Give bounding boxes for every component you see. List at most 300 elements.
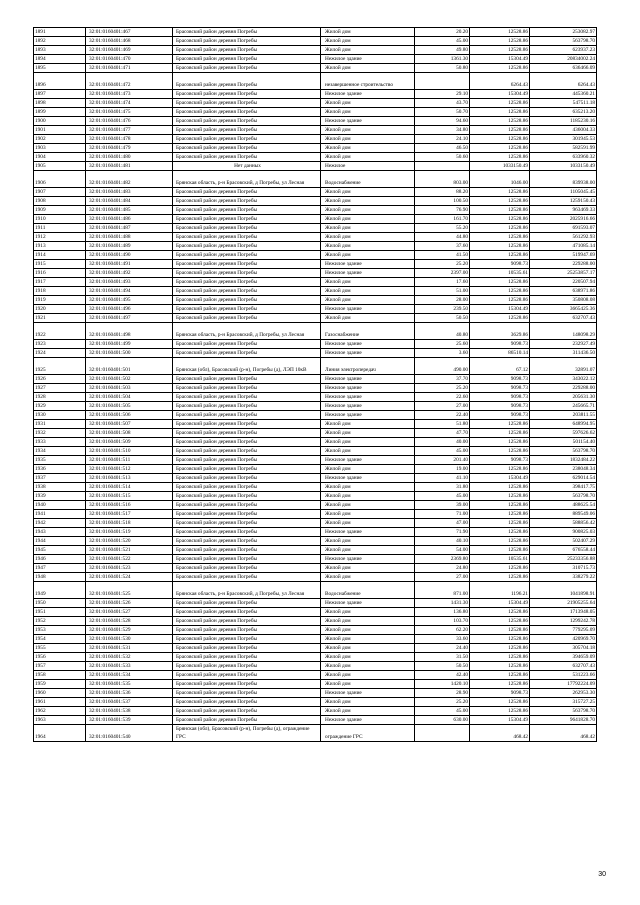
table-row	[34, 725, 597, 742]
table-row	[34, 716, 597, 725]
row-number-cell: 1963	[34, 716, 86, 725]
cadastral-number-cell: 32:01:0160401:482	[86, 171, 173, 188]
specific-value-cell: 12528.86	[470, 698, 530, 707]
row-number-cell: 1906	[34, 171, 86, 188]
row-number-cell: 1917	[34, 278, 86, 287]
specific-value-cell: 12528.86	[470, 117, 530, 126]
specific-value-cell: 9098.73	[470, 384, 530, 393]
area-cell: 46.50	[415, 144, 470, 153]
cadastral-number-cell: 32:01:0160401:533	[86, 662, 173, 671]
area-cell: 25.20	[415, 260, 470, 269]
cadastral-value-cell: 582591.99	[530, 144, 597, 153]
location-cell: Брянская область, р-н Брасовский, д Погребы, ул Лесная	[173, 323, 321, 340]
cadastral-number-cell: 32:01:0160401:472	[86, 73, 173, 90]
location-cell: Брасовский район деревня Погребы	[173, 528, 321, 537]
specific-value-cell: 12528.86	[470, 278, 530, 287]
area-cell: 24.80	[415, 564, 470, 573]
cadastral-number-cell: 32:01:0160401:527	[86, 608, 173, 617]
object-type-cell: Жилой дом	[321, 242, 415, 251]
table-row	[34, 626, 597, 635]
location-cell: Брасовский район деревня Погребы	[173, 117, 321, 126]
area-cell: 136.80	[415, 608, 470, 617]
specific-value-cell: 12528.86	[470, 608, 530, 617]
specific-value-cell: 9098.73	[470, 411, 530, 420]
row-number-cell: 1958	[34, 671, 86, 680]
table-row	[34, 555, 597, 564]
cadastral-number-cell: 32:01:0160401:501	[86, 358, 173, 375]
cadastral-number-cell: 32:01:0160401:522	[86, 555, 173, 564]
location-cell: Брасовский район деревня Погребы	[173, 420, 321, 429]
location-cell: Брасовский район деревня Погребы	[173, 429, 321, 438]
table-row	[34, 599, 597, 608]
object-type-cell: Нежилое здание	[321, 689, 415, 698]
table-row	[34, 519, 597, 528]
location-cell: Брасовский район деревня Погребы	[173, 653, 321, 662]
table-row	[34, 224, 597, 233]
location-cell: Брасовский район деревня Погребы	[173, 555, 321, 564]
location-cell: Брасовский район деревня Погребы	[173, 626, 321, 635]
location-cell: Брасовский район деревня Погребы	[173, 617, 321, 626]
cadastral-value-cell: 229288.00	[530, 384, 597, 393]
location-cell: Брасовский район деревня Погребы	[173, 278, 321, 287]
table-row	[34, 474, 597, 483]
specific-value-cell: 12528.86	[470, 287, 530, 296]
cadastral-number-cell: 32:01:0160401:525	[86, 582, 173, 599]
cadastral-value-cell: 203811.55	[530, 411, 597, 420]
cadastral-value-cell: 632707.43	[530, 662, 597, 671]
page-number: 30	[598, 871, 606, 878]
area-cell: 28.90	[415, 689, 470, 698]
cadastral-value-cell: 305704.18	[530, 644, 597, 653]
location-cell: Брасовский район деревня Погребы	[173, 224, 321, 233]
cadastral-value-cell: 501154.40	[530, 438, 597, 447]
object-type-cell: Нежилое	[321, 162, 415, 171]
table-row	[34, 206, 597, 215]
row-number-cell: 1964	[34, 725, 86, 742]
cadastral-value-cell: 232927.49	[530, 340, 597, 349]
area-cell: 490.00	[415, 358, 470, 375]
cadastral-value-cell: 1713948.05	[530, 608, 597, 617]
object-type-cell: Жилой дом	[321, 420, 415, 429]
cadastral-value-cell: 632707.43	[530, 314, 597, 323]
table-row	[34, 528, 597, 537]
cadastral-value-cell: 691593.07	[530, 224, 597, 233]
location-cell: Брасовский район деревня Погребы	[173, 716, 321, 725]
row-number-cell: 1932	[34, 429, 86, 438]
area-cell	[415, 162, 470, 171]
area-cell: 201.40	[415, 456, 470, 465]
location-cell: Брасовский район деревня Погребы	[173, 465, 321, 474]
specific-value-cell: 12528.86	[470, 126, 530, 135]
specific-value-cell: 9098.73	[470, 393, 530, 402]
cadastral-value-cell: 563798.70	[530, 447, 597, 456]
cadastral-value-cell: 32891.07	[530, 358, 597, 375]
table-row	[34, 617, 597, 626]
table-row	[34, 28, 597, 37]
location-cell: Нет данных	[173, 162, 321, 171]
specific-value-cell: 468.42	[470, 725, 530, 742]
object-type-cell: Жилой дом	[321, 447, 415, 456]
object-type-cell: Жилой дом	[321, 215, 415, 224]
location-cell: Брасовский район деревня Погребы	[173, 546, 321, 555]
specific-value-cell: 15304.49	[470, 599, 530, 608]
object-type-cell: Нежилое здание	[321, 260, 415, 269]
area-cell: 41.10	[415, 474, 470, 483]
cadastral-value-cell: 648994.95	[530, 420, 597, 429]
row-number-cell: 1914	[34, 251, 86, 260]
location-cell: Брасовский район деревня Погребы	[173, 411, 321, 420]
specific-value-cell: 12528.86	[470, 653, 530, 662]
cadastral-number-cell: 32:01:0160401:511	[86, 456, 173, 465]
table-row	[34, 358, 597, 375]
row-number-cell: 1950	[34, 599, 86, 608]
table-row	[34, 215, 597, 224]
location-cell: Брасовский район деревня Погребы	[173, 153, 321, 162]
object-type-cell: Нежилое здание	[321, 456, 415, 465]
object-type-cell: Жилой дом	[321, 135, 415, 144]
object-type-cell: Жилой дом	[321, 37, 415, 46]
area-cell: 76.90	[415, 206, 470, 215]
cadastral-number-cell: 32:01:0160401:513	[86, 474, 173, 483]
cadastral-value-cell: 563798.70	[530, 707, 597, 716]
area-cell: 45.00	[415, 492, 470, 501]
cadastral-number-cell: 32:01:0160401:536	[86, 689, 173, 698]
area-cell: 24.10	[415, 135, 470, 144]
object-type-cell: Нежилое здание	[321, 599, 415, 608]
table-row	[34, 153, 597, 162]
cadastral-value-cell: 561292.93	[530, 233, 597, 242]
specific-value-cell: 12528.86	[470, 242, 530, 251]
object-type-cell: Нежилое здание	[321, 716, 415, 725]
cadastral-number-cell: 32:01:0160401:490	[86, 251, 173, 260]
cadastral-value-cell: 563798.70	[530, 37, 597, 46]
cadastral-value-cell: 6264.43	[530, 73, 597, 90]
cadastral-number-cell: 32:01:0160401:524	[86, 573, 173, 582]
specific-value-cell: 12528.86	[470, 483, 530, 492]
table-row	[34, 55, 597, 64]
location-cell: Брасовский район деревня Погребы	[173, 305, 321, 314]
table-row	[34, 644, 597, 653]
table-row	[34, 662, 597, 671]
cadastral-value-cell: 676558.44	[530, 546, 597, 555]
object-type-cell: Нежилое здание	[321, 90, 415, 99]
location-cell: Брасовский район деревня Погребы	[173, 689, 321, 698]
cadastral-number-cell: 32:01:0160401:476	[86, 117, 173, 126]
area-cell: 47.00	[415, 519, 470, 528]
cadastral-value-cell: 315727.25	[530, 698, 597, 707]
specific-value-cell: 12528.86	[470, 233, 530, 242]
cadastral-number-cell: 32:01:0160401:486	[86, 215, 173, 224]
cadastral-number-cell: 32:01:0160401:491	[86, 260, 173, 269]
cadastral-number-cell: 32:01:0160401:534	[86, 671, 173, 680]
location-cell: Брасовский район деревня Погребы	[173, 635, 321, 644]
specific-value-cell: 15304.49	[470, 474, 530, 483]
object-type-cell: Жилой дом	[321, 492, 415, 501]
row-number-cell: 1898	[34, 99, 86, 108]
location-cell: Брасовский район деревня Погребы	[173, 447, 321, 456]
table-row	[34, 251, 597, 260]
location-cell: Брасовский район деревня Погребы	[173, 384, 321, 393]
row-number-cell: 1891	[34, 28, 86, 37]
location-cell: Брасовский район деревня Погребы	[173, 680, 321, 689]
row-number-cell: 1945	[34, 546, 86, 555]
cadastral-value-cell: 343022.12	[530, 375, 597, 384]
area-cell: 25.20	[415, 384, 470, 393]
table-row	[34, 233, 597, 242]
cadastral-value-cell: 398417.75	[530, 483, 597, 492]
cadastral-value-cell: 245665.71	[530, 402, 597, 411]
specific-value-cell: 12528.86	[470, 197, 530, 206]
table-row	[34, 653, 597, 662]
cadastral-number-cell: 32:01:0160401:475	[86, 108, 173, 117]
cadastral-value-cell: 623937.23	[530, 46, 597, 55]
specific-value-cell: 12528.86	[470, 492, 530, 501]
row-number-cell: 1896	[34, 73, 86, 90]
specific-value-cell: 1033150.49	[470, 162, 530, 171]
cadastral-value-cell: 597626.62	[530, 429, 597, 438]
object-type-cell: Жилой дом	[321, 662, 415, 671]
object-type-cell: Жилой дом	[321, 224, 415, 233]
location-cell: Брасовский район деревня Погребы	[173, 519, 321, 528]
cadastral-number-cell: 32:01:0160401:515	[86, 492, 173, 501]
object-type-cell: Жилой дом	[321, 314, 415, 323]
cadastral-number-cell: 32:01:0160401:471	[86, 64, 173, 73]
area-cell: 50.60	[415, 153, 470, 162]
table-row	[34, 46, 597, 55]
area-cell: 51.00	[415, 287, 470, 296]
area-cell: 22.40	[415, 411, 470, 420]
table-row	[34, 537, 597, 546]
row-number-cell: 1893	[34, 46, 86, 55]
object-type-cell: Нежилое здание	[321, 528, 415, 537]
cadastral-value-cell: 1033150.49	[530, 162, 597, 171]
specific-value-cell: 12528.86	[470, 465, 530, 474]
specific-value-cell: 12528.86	[470, 99, 530, 108]
row-number-cell: 1924	[34, 349, 86, 358]
table-row	[34, 510, 597, 519]
row-number-cell: 1938	[34, 483, 86, 492]
row-number-cell: 1897	[34, 90, 86, 99]
property-table	[33, 27, 597, 742]
cadastral-value-cell: 1832484.22	[530, 456, 597, 465]
object-type-cell: Жилой дом	[321, 287, 415, 296]
cadastral-value-cell: 310715.73	[530, 564, 597, 573]
location-cell: Брасовский район деревня Погребы	[173, 573, 321, 582]
row-number-cell: 1956	[34, 653, 86, 662]
location-cell: Брасовский район деревня Погребы	[173, 438, 321, 447]
row-number-cell: 1948	[34, 573, 86, 582]
cadastral-number-cell: 32:01:0160401:517	[86, 510, 173, 519]
location-cell: Брасовский район деревня Погребы	[173, 375, 321, 384]
cadastral-value-cell: 148098.29	[530, 323, 597, 340]
cadastral-number-cell: 32:01:0160401:494	[86, 287, 173, 296]
cadastral-value-cell: 311436.50	[530, 349, 597, 358]
row-number-cell: 1925	[34, 358, 86, 375]
object-type-cell: Нежилое здание	[321, 555, 415, 564]
cadastral-value-cell: 900825.03	[530, 528, 597, 537]
object-type-cell: Жилой дом	[321, 153, 415, 162]
cadastral-number-cell: 32:01:0160401:531	[86, 644, 173, 653]
area-cell: 3.60	[415, 349, 470, 358]
row-number-cell: 1935	[34, 456, 86, 465]
cadastral-value-cell: 547511.18	[530, 99, 597, 108]
row-number-cell: 1912	[34, 233, 86, 242]
location-cell: Брасовский район деревня Погребы	[173, 492, 321, 501]
cadastral-number-cell: 32:01:0160401:532	[86, 653, 173, 662]
area-cell: 2369.80	[415, 555, 470, 564]
location-cell: Брасовский район деревня Погребы	[173, 215, 321, 224]
cadastral-number-cell: 32:01:0160401:519	[86, 528, 173, 537]
table-row	[34, 483, 597, 492]
location-cell: Брасовский район деревня Погребы	[173, 510, 321, 519]
specific-value-cell: 12528.86	[470, 135, 530, 144]
table-row	[34, 501, 597, 510]
cadastral-number-cell: 32:01:0160401:505	[86, 402, 173, 411]
cadastral-number-cell: 32:01:0160401:500	[86, 349, 173, 358]
area-cell: 630.00	[415, 716, 470, 725]
area-cell: 27.00	[415, 402, 470, 411]
cadastral-value-cell: 2025916.66	[530, 215, 597, 224]
area-cell: 22.60	[415, 393, 470, 402]
object-type-cell: Нежилое здание	[321, 269, 415, 278]
location-cell: Брасовский район деревня Погребы	[173, 260, 321, 269]
area-cell: 71.90	[415, 528, 470, 537]
area-cell: 45.00	[415, 447, 470, 456]
cadastral-number-cell: 32:01:0160401:489	[86, 242, 173, 251]
area-cell: 47.70	[415, 429, 470, 438]
cadastral-number-cell: 32:01:0160401:485	[86, 206, 173, 215]
row-number-cell: 1909	[34, 206, 86, 215]
specific-value-cell: 9098.73	[470, 689, 530, 698]
area-cell: 49.80	[415, 46, 470, 55]
object-type-cell: Нежилое здание	[321, 305, 415, 314]
area-cell: 41.50	[415, 251, 470, 260]
cadastral-value-cell: 9641828.70	[530, 716, 597, 725]
table-row	[34, 573, 597, 582]
row-number-cell: 1927	[34, 384, 86, 393]
row-number-cell: 1919	[34, 296, 86, 305]
row-number-cell: 1921	[34, 314, 86, 323]
area-cell: 50.50	[415, 314, 470, 323]
specific-value-cell: 9098.73	[470, 402, 530, 411]
cadastral-value-cell: 502407.29	[530, 537, 597, 546]
object-type-cell: Жилой дом	[321, 546, 415, 555]
cadastral-value-cell: 635213.20	[530, 108, 597, 117]
cadastral-number-cell: 32:01:0160401:516	[86, 501, 173, 510]
row-number-cell: 1934	[34, 447, 86, 456]
table-row	[34, 90, 597, 99]
row-number-cell: 1955	[34, 644, 86, 653]
table-row	[34, 296, 597, 305]
row-number-cell: 1908	[34, 197, 86, 206]
specific-value-cell: 15304.49	[470, 55, 530, 64]
specific-value-cell: 15304.49	[470, 90, 530, 99]
area-cell	[415, 725, 470, 742]
specific-value-cell: 12528.86	[470, 153, 530, 162]
specific-value-cell: 12528.86	[470, 510, 530, 519]
cadastral-number-cell: 32:01:0160401:493	[86, 278, 173, 287]
row-number-cell: 1901	[34, 126, 86, 135]
row-number-cell: 1903	[34, 144, 86, 153]
area-cell: 25.60	[415, 340, 470, 349]
specific-value-cell: 12528.86	[470, 314, 530, 323]
object-type-cell: Жилой дом	[321, 653, 415, 662]
location-cell: Брасовский район деревня Погребы	[173, 501, 321, 510]
cadastral-number-cell: 32:01:0160401:496	[86, 305, 173, 314]
location-cell: Брасовский район деревня Погребы	[173, 698, 321, 707]
table-row	[34, 37, 597, 46]
row-number-cell: 1928	[34, 393, 86, 402]
location-cell: Брасовский район деревня Погребы	[173, 456, 321, 465]
location-cell: Брасовский район деревня Погребы	[173, 73, 321, 90]
specific-value-cell: 12528.86	[470, 429, 530, 438]
table-row	[34, 314, 597, 323]
cadastral-number-cell: 32:01:0160401:469	[86, 46, 173, 55]
table-row	[34, 438, 597, 447]
specific-value-cell: 12528.86	[470, 108, 530, 117]
area-cell: 803.00	[415, 171, 470, 188]
specific-value-cell: 10535.61	[470, 555, 530, 564]
location-cell: Брасовский район деревня Погребы	[173, 188, 321, 197]
area-cell: 45.00	[415, 37, 470, 46]
area-cell: 28.00	[415, 296, 470, 305]
table-row	[34, 171, 597, 188]
object-type-cell: Нежилое здание	[321, 340, 415, 349]
specific-value-cell: 12528.86	[470, 528, 530, 537]
cadastral-value-cell: 471085.14	[530, 242, 597, 251]
area-cell: 50.70	[415, 108, 470, 117]
row-number-cell: 1892	[34, 37, 86, 46]
cadastral-value-cell: 205631.30	[530, 393, 597, 402]
cadastral-value-cell: 445360.21	[530, 90, 597, 99]
object-type-cell: Жилой дом	[321, 28, 415, 37]
cadastral-number-cell: 32:01:0160401:507	[86, 420, 173, 429]
object-type-cell: Нежилое здание	[321, 393, 415, 402]
location-cell: Брасовский район деревня Погребы	[173, 393, 321, 402]
row-number-cell: 1930	[34, 411, 86, 420]
cadastral-number-cell: 32:01:0160401:506	[86, 411, 173, 420]
cadastral-value-cell: 1105045.45	[530, 188, 597, 197]
row-number-cell: 1942	[34, 519, 86, 528]
row-number-cell: 1933	[34, 438, 86, 447]
location-cell: Брасовский район деревня Погребы	[173, 64, 321, 73]
table-row	[34, 242, 597, 251]
cadastral-value-cell: 588856.42	[530, 519, 597, 528]
cadastral-value-cell: 229288.00	[530, 260, 597, 269]
cadastral-number-cell: 32:01:0160401:512	[86, 465, 173, 474]
object-type-cell: Жилой дом	[321, 99, 415, 108]
cadastral-value-cell: 633960.32	[530, 153, 597, 162]
location-cell: Брасовский район деревня Погребы	[173, 251, 321, 260]
area-cell: 871.00	[415, 582, 470, 599]
location-cell: Брасовский район деревня Погребы	[173, 99, 321, 108]
cadastral-number-cell: 32:01:0160401:520	[86, 537, 173, 546]
row-number-cell: 1962	[34, 707, 86, 716]
table-row	[34, 420, 597, 429]
location-cell: Брасовский район деревня Погребы	[173, 349, 321, 358]
location-cell: Брасовский район деревня Погребы	[173, 206, 321, 215]
cadastral-value-cell: 468.42	[530, 725, 597, 742]
row-number-cell: 1902	[34, 135, 86, 144]
object-type-cell: Водоснабжение	[321, 582, 415, 599]
object-type-cell: Жилой дом	[321, 438, 415, 447]
location-cell: Брасовский район деревня Погребы	[173, 608, 321, 617]
object-type-cell: Жилой дом	[321, 126, 415, 135]
location-cell: Брасовский район деревня Погребы	[173, 644, 321, 653]
row-number-cell: 1910	[34, 215, 86, 224]
cadastral-value-cell: 1041898.91	[530, 582, 597, 599]
cadastral-value-cell: 338279.22	[530, 573, 597, 582]
